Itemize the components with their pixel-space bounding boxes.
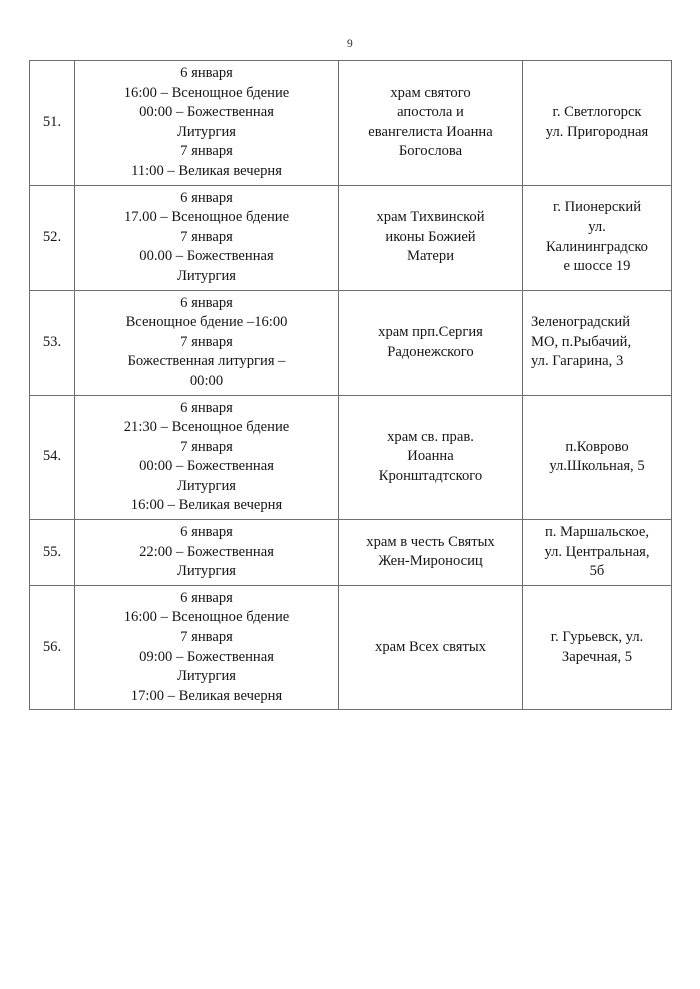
- service-schedule-cell-line: Литургия: [177, 668, 236, 685]
- temple-name-cell-line: храм Всех святых: [375, 638, 486, 655]
- temple-name-cell: [339, 185, 523, 290]
- service-schedule-cell-line: Всенощное бдение –16:00: [125, 314, 288, 331]
- table-row: [30, 585, 672, 710]
- temple-address-cell-line: г. Гурьевск, ул.: [550, 629, 644, 646]
- temple-address-cell: [523, 395, 672, 520]
- temple-address-cell-line: г. Пионерский: [552, 199, 642, 216]
- service-schedule-cell-line: 7 января: [180, 629, 233, 646]
- temple-address-cell-line: 5б: [589, 563, 605, 580]
- temple-address-cell: [523, 520, 672, 586]
- temple-name-cell-line: храм святого: [390, 84, 471, 101]
- temple-address-cell-line: п.Коврово: [565, 438, 629, 455]
- service-schedule-cell-line: 00:00 – Божественная: [139, 458, 274, 475]
- table-row: [30, 290, 672, 395]
- temple-name-cell: [339, 61, 523, 186]
- temple-name-cell-line: Жен-Мироносиц: [378, 553, 483, 570]
- temple-address-cell-line: ул. Центральная,: [544, 543, 650, 560]
- temple-name-cell: [339, 290, 523, 395]
- service-schedule-cell: [75, 395, 339, 520]
- service-schedule-cell-line: 22:00 – Божественная: [139, 543, 274, 560]
- service-schedule-table: [29, 60, 672, 710]
- service-schedule-cell: [75, 185, 339, 290]
- service-schedule-cell-line: 00:00: [189, 372, 224, 389]
- temple-address-cell-line: Зеленоградский: [531, 314, 631, 331]
- row-number-cell: 54.: [30, 395, 75, 520]
- temple-address-cell-line: е шоссе 19: [563, 258, 631, 275]
- temple-address-cell: [523, 61, 672, 186]
- temple-name-cell: [339, 395, 523, 520]
- service-schedule-cell-line: 6 января: [180, 65, 233, 81]
- service-schedule-cell-line: 17.00 – Всенощное бдение: [123, 209, 290, 226]
- service-schedule-cell-line: 7 января: [180, 228, 233, 245]
- service-schedule-cell-line: 16:00 – Всенощное бдение: [123, 609, 290, 626]
- temple-name-cell: [339, 520, 523, 586]
- temple-name-cell-line: евангелиста Иоанна: [368, 123, 493, 140]
- temple-name-cell-line: храм Тихвинской: [376, 209, 485, 226]
- service-schedule-cell: [75, 290, 339, 395]
- service-schedule-cell-line: 17:00 – Великая вечерня: [130, 687, 283, 704]
- service-schedule-cell-line: 21:30 – Всенощное бдение: [123, 419, 290, 436]
- table-body: [30, 61, 672, 710]
- temple-name-cell-line: Радонежского: [387, 343, 474, 360]
- temple-name-cell-line: Богослова: [398, 143, 463, 160]
- temple-name-cell-line: Кронштадтского: [378, 468, 483, 485]
- row-number-cell: 51.: [30, 61, 75, 186]
- temple-name-cell-line: храм в честь Святых: [366, 533, 495, 550]
- service-schedule-cell-line: 16:00 – Всенощное бдение: [123, 84, 290, 101]
- service-schedule-cell: [75, 520, 339, 586]
- service-schedule-cell-line: 6 января: [180, 189, 233, 206]
- table-row: [30, 185, 672, 290]
- service-schedule-cell-line: 00:00 – Божественная: [139, 104, 274, 121]
- service-schedule-cell-line: Литургия: [177, 477, 236, 494]
- temple-address-cell: [523, 585, 672, 710]
- service-schedule-cell-line: Литургия: [177, 267, 236, 284]
- service-schedule-cell: [75, 585, 339, 710]
- row-number-cell: 52.: [30, 185, 75, 290]
- temple-address-cell: [523, 185, 672, 290]
- service-schedule-cell-line: Литургия: [177, 123, 236, 140]
- temple-address-cell-line: ул.Школьная, 5: [549, 458, 645, 475]
- temple-address-cell-line: Заречная, 5: [561, 648, 633, 665]
- temple-name-cell-line: Матери: [406, 248, 455, 265]
- row-number-cell: 55.: [30, 520, 75, 586]
- service-schedule-cell-line: 09:00 – Божественная: [139, 648, 274, 665]
- row-number-cell: 53.: [30, 290, 75, 395]
- service-schedule-cell-line: Литургия: [177, 563, 236, 580]
- service-schedule-cell-line: 16:00 – Великая вечерня: [130, 497, 283, 514]
- service-schedule-cell-line: 6 января: [180, 294, 233, 311]
- service-schedule-cell-line: 6 января: [180, 524, 233, 541]
- table-row: [30, 61, 672, 186]
- service-schedule-cell-line: 11:00 – Великая вечерня: [131, 162, 282, 179]
- row-number-cell: 56.: [30, 585, 75, 710]
- service-schedule-cell-line: Божественная литургия –: [127, 353, 286, 370]
- temple-name-cell-line: храм прп.Сергия: [378, 323, 483, 340]
- temple-address-cell-line: ул.: [588, 218, 606, 235]
- temple-name-cell-line: апостола и: [397, 104, 464, 121]
- temple-address-cell-line: г. Светлогорск: [552, 104, 642, 121]
- service-schedule-cell: [75, 61, 339, 186]
- service-schedule-cell-line: 7 января: [180, 438, 233, 455]
- table-row: [30, 520, 672, 586]
- service-schedule-cell-line: 6 января: [180, 399, 233, 416]
- table-row: [30, 395, 672, 520]
- temple-address-cell-line: ул. Пригородная: [545, 123, 649, 140]
- service-schedule-cell-line: 00.00 – Божественная: [139, 248, 274, 265]
- temple-name-cell-line: иконы Божией: [385, 228, 476, 245]
- temple-address-cell: [523, 290, 672, 395]
- service-schedule-cell-line: 7 января: [180, 143, 233, 160]
- temple-address-cell-line: ул. Гагарина, 3: [531, 353, 624, 370]
- temple-address-cell-line: п. Маршальское,: [544, 524, 650, 541]
- service-schedule-cell-line: 6 января: [180, 589, 233, 606]
- temple-address-cell-line: МО, п.Рыбачий,: [531, 333, 632, 350]
- temple-name-cell: [339, 585, 523, 710]
- service-schedule-cell-line: 7 января: [180, 333, 233, 350]
- page-number: 9: [347, 38, 353, 50]
- temple-name-cell-line: храм св. прав.: [387, 428, 474, 445]
- temple-address-cell-line: Калининградско: [546, 238, 648, 255]
- temple-name-cell-line: Иоанна: [407, 448, 454, 465]
